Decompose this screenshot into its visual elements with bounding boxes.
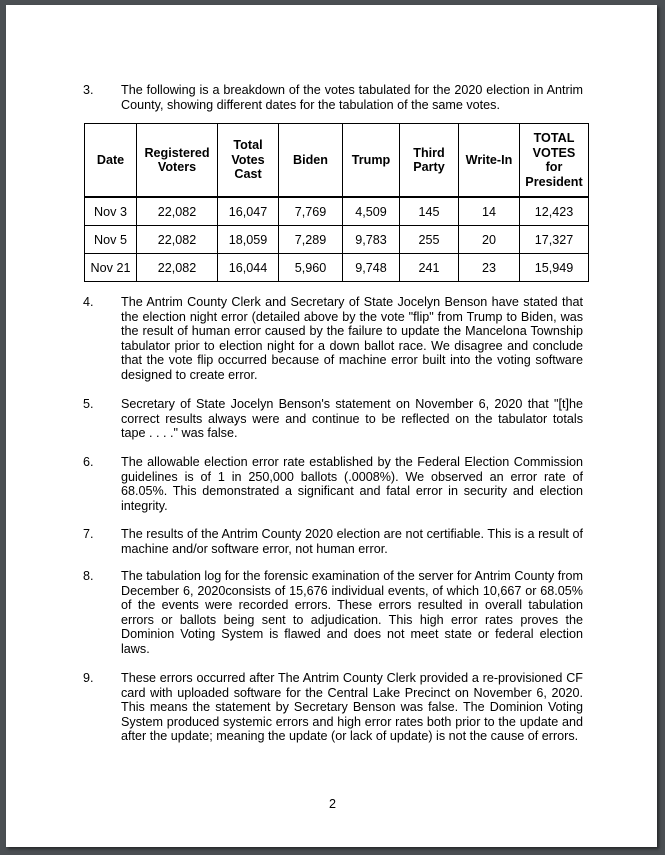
header-write-in: Write-In — [459, 124, 520, 198]
paragraph-number: 9. — [83, 671, 94, 685]
paragraph-number: 8. — [83, 569, 94, 583]
cell-total-for-president: 15,949 — [520, 254, 589, 282]
cell-date: Nov 5 — [85, 226, 137, 254]
cell-biden: 5,960 — [279, 254, 343, 282]
paragraph-text: The Antrim County Clerk and Secretary of State Jocelyn Benson have stated that the election night error (detailed above by the vote "flip" from Trump to Biden, was the result of human error caused by the failure to update the Mancelona Township tabulator prior to election night for a down ballot race. We disagree and conclude that the vote flip occurred because of machine error built into the voting software designed to create error. — [121, 295, 583, 382]
table-row — [85, 254, 589, 282]
header-biden: Biden — [279, 124, 343, 198]
cell-write-in: 20 — [459, 226, 520, 254]
header-total-votes-cast: Total Votes Cast — [218, 124, 279, 198]
paragraph-4 — [83, 295, 583, 383]
cell-registered-voters: 22,082 — [137, 226, 218, 254]
paragraph-number: 6. — [83, 455, 94, 469]
table-row — [85, 197, 589, 226]
table-header-row — [85, 124, 589, 198]
cell-biden: 7,289 — [279, 226, 343, 254]
cell-total-for-president: 12,423 — [520, 197, 589, 226]
paragraph-number: 3. — [83, 83, 94, 97]
header-trump: Trump — [343, 124, 400, 198]
cell-date: Nov 3 — [85, 197, 137, 226]
paragraph-6 — [83, 455, 583, 513]
cell-total-for-president: 17,327 — [520, 226, 589, 254]
header-total-votes-for-president: TOTAL VOTES for President — [520, 124, 589, 198]
paragraph-number: 4. — [83, 295, 94, 309]
page-number: 2 — [328, 797, 336, 811]
vote-tabulation-table — [84, 123, 589, 282]
paragraph-7 — [83, 527, 583, 556]
cell-registered-voters: 22,082 — [137, 254, 218, 282]
paragraph-text: The allowable election error rate established by the Federal Election Commission guidelines is of 1 in 250,000 ballots (.0008%). We observed an error rate of 68.05%. This demonstrated a significant and fatal error in security and election integrity. — [121, 455, 583, 513]
cell-total-votes-cast: 16,044 — [218, 254, 279, 282]
paragraph-number: 5. — [83, 397, 94, 411]
cell-biden: 7,769 — [279, 197, 343, 226]
paragraph-text: The tabulation log for the forensic examination of the server for Antrim County from December 6, 2020consists of 15,676 individual events, of which 10,667 or 68.05% of the events were recorded errors. These errors resulted in overall tabulation errors or ballots being sent to adjudication. This high error rates proves the Dominion Voting System is flawed and does not meet state or federal election laws. — [121, 569, 583, 656]
paragraph-text: The following is a breakdown of the votes tabulated for the 2020 election in Antrim County, showing different dates for the tabulation of the same votes. — [121, 83, 583, 112]
cell-trump: 4,509 — [343, 197, 400, 226]
paragraph-text: The results of the Antrim County 2020 election are not certifiable. This is a result of machine and/or software error, not human error. — [121, 527, 583, 556]
paragraph-5 — [83, 397, 583, 441]
paragraph-3 — [83, 83, 583, 112]
cell-write-in: 14 — [459, 197, 520, 226]
cell-date: Nov 21 — [85, 254, 137, 282]
header-date: Date — [85, 124, 137, 198]
cell-write-in: 23 — [459, 254, 520, 282]
paragraph-text: Secretary of State Jocelyn Benson's statement on November 6, 2020 that "[t]he correct results always were and continue to be reflected on the tabulator totals tape . . . ." was false. — [121, 397, 583, 441]
cell-registered-voters: 22,082 — [137, 197, 218, 226]
cell-trump: 9,783 — [343, 226, 400, 254]
paragraph-9 — [83, 671, 583, 744]
cell-total-votes-cast: 18,059 — [218, 226, 279, 254]
paragraph-number: 7. — [83, 527, 94, 541]
paragraph-8 — [83, 569, 583, 657]
cell-third-party: 255 — [400, 226, 459, 254]
cell-total-votes-cast: 16,047 — [218, 197, 279, 226]
table-row — [85, 226, 589, 254]
paragraph-text: These errors occurred after The Antrim County Clerk provided a re-provisioned CF card with uploaded software for the Central Lake Precinct on November 6, 2020. This means the statement by Secretary Benson was false. The Dominion Voting System produced systemic errors and high error rates both prior to the update and after the update; meaning the update (or lack of update) is not the cause of errors. — [121, 671, 583, 744]
cell-trump: 9,748 — [343, 254, 400, 282]
header-registered-voters: Registered Voters — [137, 124, 218, 198]
header-third-party: Third Party — [400, 124, 459, 198]
cell-third-party: 241 — [400, 254, 459, 282]
cell-third-party: 145 — [400, 197, 459, 226]
